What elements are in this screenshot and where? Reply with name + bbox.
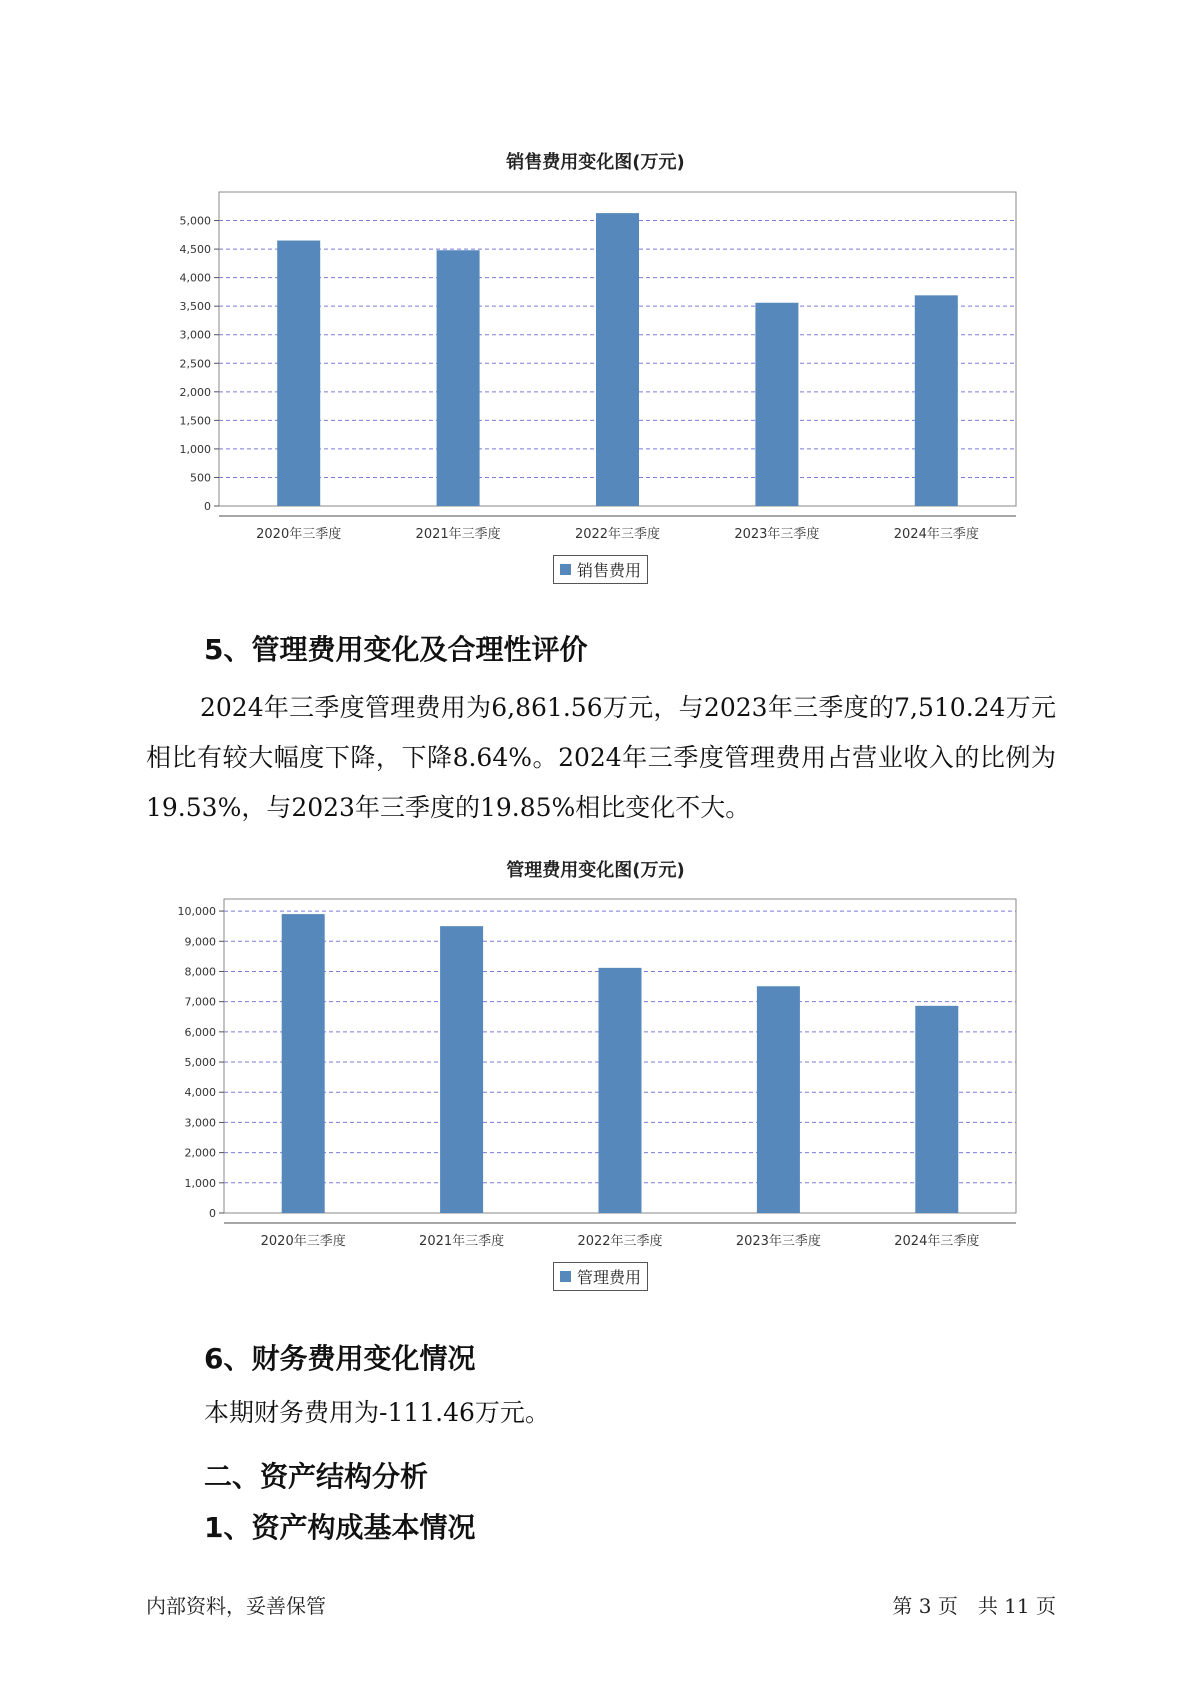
x-category-label: 2022年三季度 xyxy=(577,1234,663,1249)
y-tick-label: 2,000 xyxy=(179,385,211,399)
section-5-heading: 5、管理费用变化及合理性评价 xyxy=(204,633,588,666)
section-6-heading: 6、财务费用变化情况 xyxy=(204,1342,476,1375)
x-category-label: 2020年三季度 xyxy=(260,1234,346,1249)
bar-5 xyxy=(915,295,958,506)
y-tick-label: 3,000 xyxy=(184,1116,216,1130)
y-tick-label: 1,500 xyxy=(179,414,211,428)
x-category-label: 2023年三季度 xyxy=(735,1234,821,1249)
section-5-paragraph xyxy=(146,683,1056,833)
bar-1 xyxy=(277,241,320,506)
admin-chart-legend xyxy=(553,1262,648,1291)
legend-label: 管理费用 xyxy=(577,1268,642,1287)
footer-page-number: 第 3 页 共 11 页 xyxy=(892,1594,1056,1618)
x-category-label: 2023年三季度 xyxy=(734,527,820,542)
bar-2 xyxy=(440,926,483,1213)
y-tick-label: 3,500 xyxy=(179,300,211,314)
y-tick-label: 5,000 xyxy=(179,214,211,228)
y-tick-label: 6,000 xyxy=(184,1025,216,1039)
sales-chart-legend xyxy=(553,555,648,584)
y-tick-label: 2,500 xyxy=(179,357,211,371)
part-2-heading: 二、资产结构分析 xyxy=(204,1460,429,1493)
x-category-label: 2021年三季度 xyxy=(415,527,501,542)
sales-chart-title: 销售费用变化图(万元) xyxy=(506,152,685,173)
y-tick-label: 4,000 xyxy=(184,1086,216,1100)
bar-5 xyxy=(915,1006,958,1213)
y-tick-label: 3,000 xyxy=(179,328,211,342)
part-2-subheading: 1、资产构成基本情况 xyxy=(204,1511,476,1544)
y-tick-label: 5,000 xyxy=(184,1056,216,1070)
admin-expense-chart xyxy=(0,890,1191,1249)
bar-3 xyxy=(599,968,642,1213)
y-tick-label: 8,000 xyxy=(184,965,216,979)
y-tick-label: 4,500 xyxy=(179,243,211,257)
footer-confidential: 内部资料，妥善保管 xyxy=(146,1594,326,1618)
y-tick-label: 2,000 xyxy=(184,1146,216,1160)
sales-expense-chart xyxy=(0,180,1191,542)
bar-3 xyxy=(596,213,639,506)
x-category-label: 2024年三季度 xyxy=(894,1234,980,1249)
legend-swatch xyxy=(560,1271,571,1282)
section-6-paragraph: 本期财务费用为-111.46万元。 xyxy=(204,1398,550,1427)
bar-2 xyxy=(437,250,480,506)
legend-swatch xyxy=(560,564,571,575)
legend-label: 销售费用 xyxy=(577,561,642,580)
admin-chart-title: 管理费用变化图(万元) xyxy=(506,860,685,881)
y-tick-label: 500 xyxy=(190,471,211,485)
x-category-label: 2024年三季度 xyxy=(893,527,979,542)
y-tick-label: 1,000 xyxy=(179,442,211,456)
bar-4 xyxy=(757,986,800,1213)
bar-1 xyxy=(282,914,325,1213)
section-5-text: 2024年三季度管理费用为6,861.56万元，与2023年三季度的7,510.24万元相比有较大幅度下降，下降8.64%。2024年三季度管理费用占营业收入的比例为19.53%，与2023年三季度的19.85%相比变化不大。 xyxy=(146,693,1056,822)
y-tick-label: 0 xyxy=(209,1207,216,1220)
y-tick-label: 7,000 xyxy=(184,995,216,1009)
bar-4 xyxy=(755,303,798,506)
y-tick-label: 10,000 xyxy=(177,905,216,919)
y-tick-label: 0 xyxy=(204,500,211,513)
y-tick-label: 4,000 xyxy=(179,271,211,285)
x-category-label: 2022年三季度 xyxy=(574,527,661,542)
x-category-label: 2021年三季度 xyxy=(419,1234,505,1249)
y-tick-label: 1,000 xyxy=(184,1176,216,1190)
y-tick-label: 9,000 xyxy=(184,935,216,949)
x-category-label: 2020年三季度 xyxy=(256,527,342,542)
